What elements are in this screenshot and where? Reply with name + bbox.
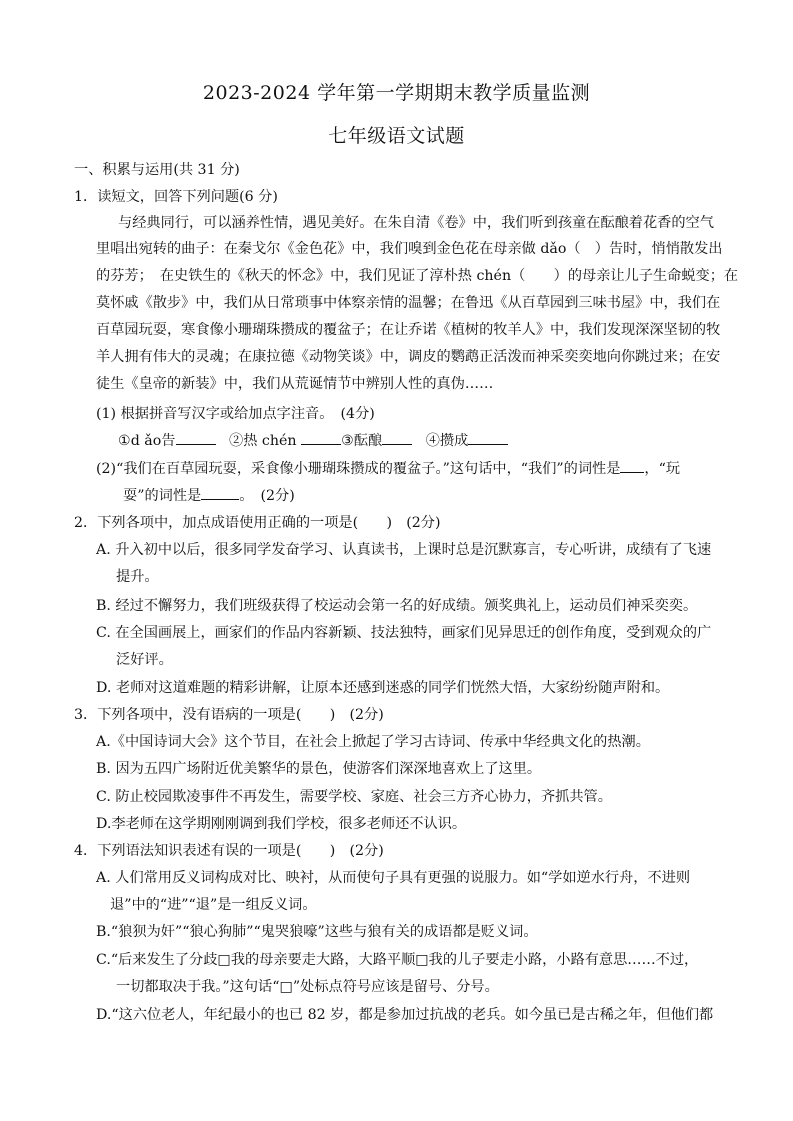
q1-passage-line: 的芬芳； 在史铁生的《秋天的怀念》中，我们见证了淳朴热 chén（ ）的母亲让儿子生命蜕变；在 [96,268,739,284]
answer-blank[interactable] [620,458,644,473]
answer-blank[interactable] [201,485,239,500]
q2-option-a[interactable]: A. 升入初中以后，很多同学发奋学习、认真读书，上课时总是沉默寡言，专心听讲，成绩有了飞速 [96,542,712,558]
q2-stem: 2．下列各项中，加点成语使用正确的一项是( ) (2分) [74,515,441,531]
q1-passage-line: 羊人拥有伟大的灵魂；在康拉德《动物笑谈》中，调皮的鹦鹉正活泼而神采奕奕地向你跳过来；在安 [96,349,721,365]
q4-option-d[interactable]: D.“这六位老人，年纪最小的也已 82 岁，都是参加过抗战的老兵。如今虽已是古稀之年，但他们都 [96,1007,714,1023]
q1-sub2-text: ，“玩 [644,461,681,477]
answer-blank[interactable] [382,430,412,445]
q4-option-a-cont: 退”中的“进”“退”是一组反义词。 [110,897,317,913]
q1-sub2-line1 [96,458,680,479]
section-heading: 一、积累与运用(共 31 分) [74,162,240,178]
exam-subtitle: 七年级语文试题 [328,125,465,147]
q3-stem: 3．下列各项中，没有语病的一项是( ) (2分) [74,707,384,723]
q1-sub2-text: (2)“我们在百草园玩耍，采食像小珊瑚珠攒成的覆盆子。”这句话中，“我们”的词性是 [96,461,621,477]
q2-option-c[interactable]: C. 在全国画展上，画家们的作品内容新颖、技法独特，画家们见异思迁的创作角度，受到观众的广 [96,625,712,641]
q1-option-2: ②热 chén [229,433,297,449]
q1-sub2-text: 耍”的词性是 [123,488,202,504]
q1-option-1: ①d ǎo告 [118,433,176,449]
q3-option-c[interactable]: C. 防止校园欺凌事件不再发生，需要学校、家庭、社会三方齐心协力，齐抓共管。 [96,789,612,805]
q1-option-4: ④攒成 [425,433,469,449]
q1-passage-line: 与经典同行，可以涵养性情，遇见美好。在朱自清《卷》中，我们听到孩童在酝酿着花香的空气 [118,215,714,231]
answer-blank[interactable] [468,430,508,445]
q2-option-d[interactable]: D. 老师对这道难题的精彩讲解，让原本还感到迷惑的同学们恍然大悟，大家纷纷随声附和。 [96,680,670,696]
q4-option-b[interactable]: B.“狼狈为奸”“狼心狗肺”“鬼哭狼嚎”这些与狼有关的成语都是贬义词。 [96,924,538,940]
q1-stem: 1．读短文，回答下列问题(6 分) [74,189,278,205]
q1-passage-line: 里唱出宛转的曲子：在秦戈尔《金色花》中，我们嗅到金色花在母亲做 dǎo（ ）告时，悄悄散发出 [96,241,723,257]
q1-passage-line: 徒生《皇帝的新装》中，我们从荒诞情节中辨别人性的真伪…… [96,376,494,392]
q1-sub2-line2 [123,485,295,506]
q3-option-a[interactable]: A.《中国诗词大会》这个节目，在社会上掀起了学习古诗词、传承中华经典文化的热潮。 [96,734,650,750]
q4-option-a[interactable]: A. 人们常用反义词构成对比、映衬，从而使句子具有更强的说服力。如“学如逆水行舟，不进则 [96,870,691,886]
q1-passage-line: 莫怀戚《散步》中，我们从日常琐事中体察亲情的温馨；在鲁迅《从百草园到三味书屋》中，我们在 [96,295,721,311]
q1-sub1: (1) 根据拼音写汉字或给加点字注音。 (4分) [96,406,375,422]
q3-option-b[interactable]: B. 因为五四广场附近优美繁华的景色，使游客们深深地喜欢上了这里。 [96,761,542,777]
q1-option-3: ③酝酿 [341,433,383,449]
q3-option-d[interactable]: D.李老师在这学期刚刚调到我们学校，很多老师还不认识。 [96,816,467,832]
q2-option-a-cont: 提升。 [116,569,159,585]
answer-blank[interactable] [176,430,216,445]
q2-option-b[interactable]: B. 经过不懈努力，我们班级获得了校运动会第一名的好成绩。颁奖典礼上，运动员们神采奕奕。 [96,598,698,614]
answer-blank[interactable] [301,430,341,445]
exam-title: 2023-2024 学年第一学期期末教学质量监测 [202,82,591,104]
q4-stem: 4．下列语法知识表述有误的一项是( ) (2分) [74,843,384,859]
q4-option-c-cont: 一切都取决于我。”这句话“□”处标点符号应该是留号、分号。 [116,979,499,995]
q1-sub2-text: 。 (2分) [239,488,295,504]
q2-option-c-cont: 泛好评。 [116,652,173,668]
q1-sub1-options [118,430,508,451]
q4-option-c[interactable]: C.“后来发生了分歧□我的母亲要走大路，大路平顺□我的儿子要走小路，小路有意思……不过， [96,952,699,968]
q1-passage-line: 百草园玩耍，寒食像小珊瑚珠攒成的覆盆子；在让乔诺《植树的牧羊人》中，我们发现深深坚韧的牧 [96,322,721,338]
